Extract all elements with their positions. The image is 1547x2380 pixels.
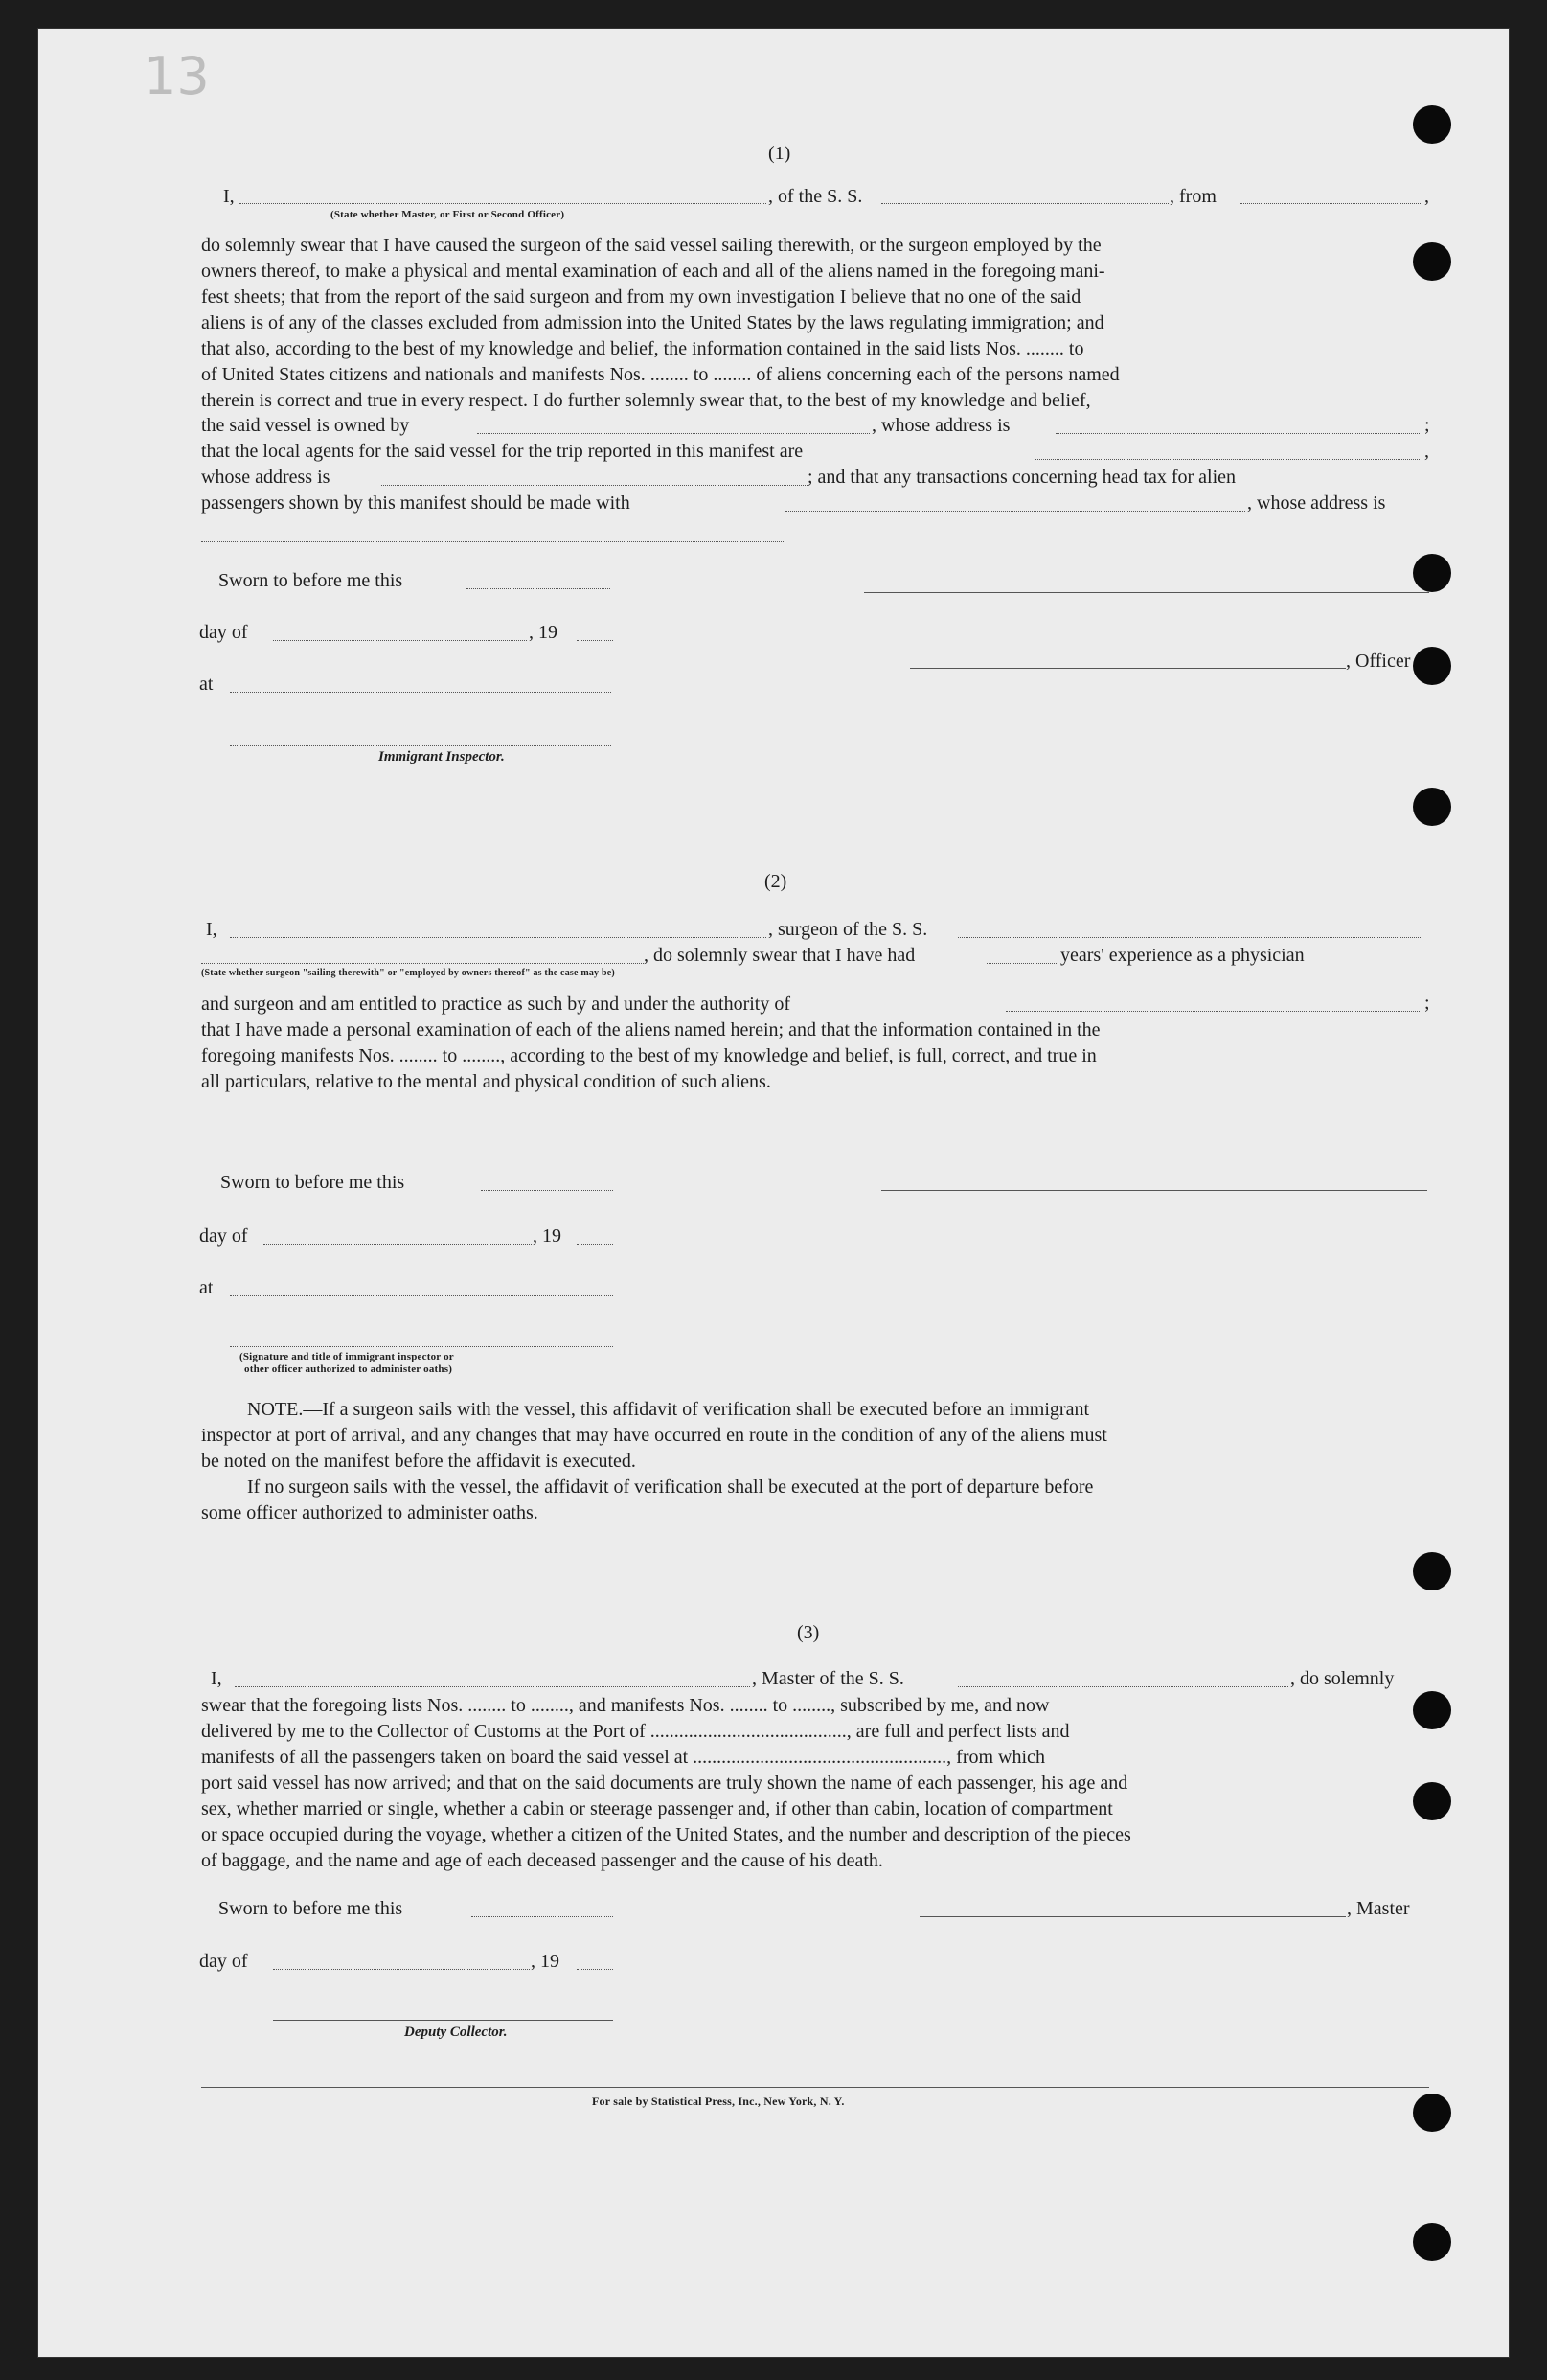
at-label: at xyxy=(199,1277,214,1298)
semicolon: ; xyxy=(1424,415,1430,436)
punch-hole xyxy=(1413,1552,1451,1590)
sworn-label: Sworn to before me this xyxy=(218,1898,403,1919)
head-tax-contact-field[interactable] xyxy=(785,511,1245,512)
agent-address-field[interactable] xyxy=(381,485,808,486)
deputy-collector-label: Deputy Collector. xyxy=(404,2025,508,2040)
surgeon-signature-line xyxy=(881,1190,1427,1191)
semicolon: ; xyxy=(1424,993,1430,1014)
local-agents-label: that the local agents for the said vessel for the trip reported in this manifest are xyxy=(201,441,804,462)
master-ship-field[interactable] xyxy=(958,1686,1288,1687)
years-experience-label: years' experience as a physician xyxy=(1060,945,1305,966)
punch-hole xyxy=(1413,788,1451,826)
i-label: I, xyxy=(211,1668,222,1689)
head-tax-label: ; and that any transactions concerning head tax for alien xyxy=(808,467,1237,488)
authority-field[interactable] xyxy=(1006,1011,1420,1012)
oath-paragraph-1: do solemnly swear that I have caused the surgeon of the said vessel sailing therewith, or the surgeon employed by the owners thereof, to make a physical and mental examination of each and all of the aliens named in the foregoing mani- fest sheets; that from the report of the said surgeon and from my own investigation I believe that no one of the said aliens is of any of the classes excluded from admission into the United States by the laws regulating immigration; and that also, according to the best of my knowledge and belief, the information contained in the said lists Nos. ........ to of United States citizens and nationals and manifests Nos. ........ to ........ of aliens concerning each of the persons named therein is correct and true in every respect. I do further solemnly swear that, to the best of my knowledge and belief, xyxy=(201,235,1120,411)
from-label: , from xyxy=(1170,186,1217,207)
punch-hole xyxy=(1413,2094,1451,2132)
sworn-label: Sworn to before me this xyxy=(218,570,403,591)
do-solemnly-label: , do solemnly xyxy=(1290,1668,1395,1689)
sworn-date-field[interactable] xyxy=(481,1190,613,1191)
i-label: I, xyxy=(223,186,235,207)
day-of-field[interactable] xyxy=(263,1244,532,1245)
year-field[interactable] xyxy=(577,640,613,641)
officer-name-field[interactable] xyxy=(239,203,766,204)
year-label: , 19 xyxy=(533,1225,561,1247)
document-page xyxy=(38,29,1509,2357)
punch-hole xyxy=(1413,105,1451,144)
page-number: 13 xyxy=(144,46,210,106)
surgeon-of-label: , surgeon of the S. S. xyxy=(768,919,928,940)
officer-line xyxy=(910,668,1346,669)
signature-hint-2: other officer authorized to administer oaths) xyxy=(244,1363,453,1375)
master-name-field[interactable] xyxy=(235,1686,750,1687)
owned-by-label: the said vessel is owned by xyxy=(201,415,410,436)
deputy-signature-line xyxy=(273,2020,613,2021)
year-field[interactable] xyxy=(577,1244,613,1245)
local-agents-field[interactable] xyxy=(1035,459,1420,460)
signature-hint-1: (Signature and title of immigrant inspector or xyxy=(239,1351,454,1362)
at-field[interactable] xyxy=(230,1295,613,1296)
i-label: I, xyxy=(206,919,217,940)
officer-hint: (State whether Master, or First or Second Officer) xyxy=(330,209,565,220)
officer-label: , Officer xyxy=(1346,651,1411,672)
oath-paragraph-2: and surgeon and am entitled to practice as such by and under the authority of that I have made a personal examination of each of the aliens named herein; and that the information contained in the foregoing manifests Nos. ........ to ........, according to the best of my knowledge and belief, is full, correct, and true in all particulars, relative to the mental and physical condition of such aliens. xyxy=(201,994,1101,1092)
trailing-comma: , xyxy=(1424,441,1429,462)
owner-field[interactable] xyxy=(477,433,870,434)
at-field[interactable] xyxy=(230,692,611,693)
immigrant-inspector-label: Immigrant Inspector. xyxy=(378,749,505,765)
sworn-label: Sworn to before me this xyxy=(220,1172,405,1193)
day-of-field[interactable] xyxy=(273,640,527,641)
of-ss-label: , of the S. S. xyxy=(768,186,863,207)
year-label: , 19 xyxy=(529,622,557,643)
whose-address-label-2: whose address is xyxy=(201,467,330,488)
day-of-label: day of xyxy=(199,1951,248,1972)
master-label: , Master xyxy=(1347,1898,1410,1919)
section-3-heading: (3) xyxy=(797,1622,820,1643)
punch-hole xyxy=(1413,647,1451,685)
day-of-field[interactable] xyxy=(273,1969,530,1970)
master-signature-line xyxy=(920,1916,1346,1917)
trailing-comma: , xyxy=(1424,186,1429,207)
whose-address-is-label: , whose address is xyxy=(1247,492,1386,514)
punch-hole xyxy=(1413,554,1451,592)
surgeon-status-field[interactable] xyxy=(201,963,644,964)
inspector-signature-field[interactable] xyxy=(230,745,611,746)
sworn-date-field[interactable] xyxy=(471,1916,613,1917)
years-field[interactable] xyxy=(987,963,1058,964)
year-field[interactable] xyxy=(577,1969,613,1970)
do-swear-label: , do solemnly swear that I have had xyxy=(644,945,916,966)
oath-paragraph-3: swear that the foregoing lists Nos. ........ to ........, and manifests Nos. ........ to ........, subscribed by me, and now delivered by me to the Collector of Customs at the Port of ........................................., are full and perfect lists and manifests of all the passengers taken on board the said vessel at ....................................................., from which port said vessel has now arrived; and that on the said documents are truly shown the name of each passenger, his age and sex, whether married or single, whether a cabin or steerage passenger and, if other than cabin, location of compartment or space occupied during the voyage, whether a citizen of the United States, and the number and description of the pieces of baggage, and the name and age of each deceased passenger and the cause of his death. xyxy=(201,1695,1131,1871)
note-paragraph: NOTE.—If a surgeon sails with the vessel, this affidavit of verification shall be executed before an immigrant inspector at port of arrival, and any changes that may have occurred en route in the condition of any of the aliens must be noted on the manifest before the affidavit is executed. If no surgeon sails with the vessel, the affidavit of verification shall be executed at the port of departure before some officer authorized to administer oaths. xyxy=(201,1399,1107,1523)
section-2-heading: (2) xyxy=(764,871,787,892)
year-label: , 19 xyxy=(531,1951,559,1972)
punch-hole xyxy=(1413,2223,1451,2261)
sworn-date-field[interactable] xyxy=(466,588,610,589)
day-of-label: day of xyxy=(199,622,248,643)
at-label: at xyxy=(199,674,214,695)
footer-text: For sale by Statistical Press, Inc., New York, N. Y. xyxy=(592,2094,845,2108)
master-of-label: , Master of the S. S. xyxy=(752,1668,904,1689)
ship-name-field[interactable] xyxy=(881,203,1169,204)
owner-address-field[interactable] xyxy=(1056,433,1420,434)
surgeon-ship-field[interactable] xyxy=(958,937,1422,938)
day-of-label: day of xyxy=(199,1225,248,1247)
passengers-label: passengers shown by this manifest should be made with xyxy=(201,492,630,514)
inspector-signature-field[interactable] xyxy=(230,1346,613,1347)
surgeon-hint: (State whether surgeon "sailing therewith" or "employed by owners thereof" as the case may be) xyxy=(201,968,615,978)
section-1-heading: (1) xyxy=(768,143,791,164)
from-port-field[interactable] xyxy=(1240,203,1422,204)
whose-address-label: , whose address is xyxy=(872,415,1011,436)
surgeon-name-field[interactable] xyxy=(230,937,766,938)
footer-rule xyxy=(201,2087,1429,2088)
officer-signature-line xyxy=(864,592,1429,593)
contact-address-field[interactable] xyxy=(201,541,785,542)
